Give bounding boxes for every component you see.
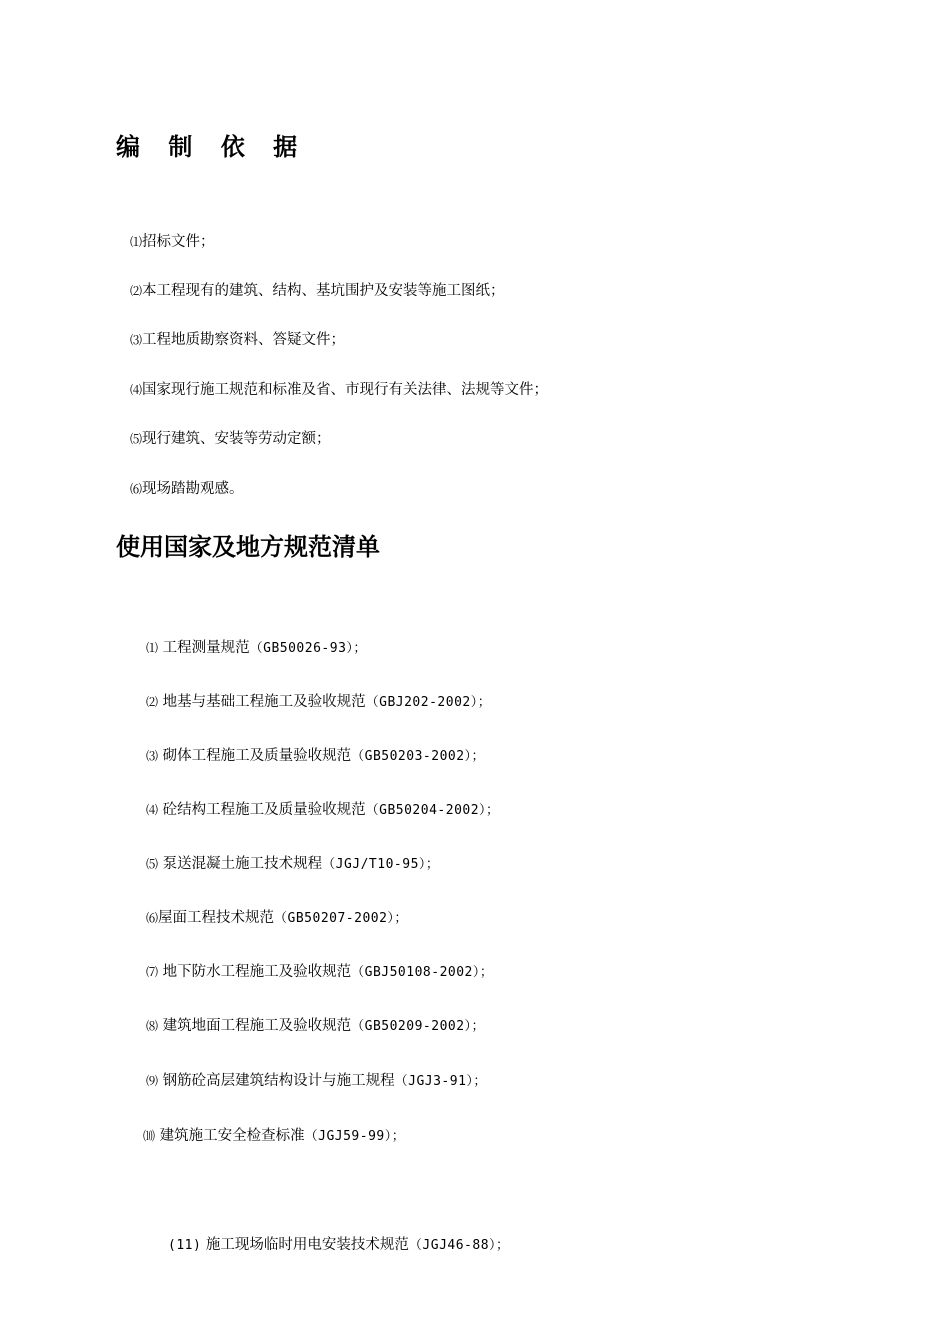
section-title-basis: 编 制 依 据	[116, 133, 308, 161]
item-code: （JGJ46-88）；	[408, 1238, 510, 1253]
item-text: 建筑地面工程施工及验收规范	[162, 1018, 352, 1034]
item-number: ⑹	[146, 911, 159, 925]
standard-item	[146, 854, 439, 875]
standard-item	[146, 908, 408, 929]
item-text: 施工现场临时用电安装技术规范	[205, 1237, 409, 1253]
item-text: 砼结构工程施工及质量验收规范	[162, 802, 366, 818]
item-text: 砌体工程施工及质量验收规范	[162, 748, 352, 764]
basis-item	[130, 479, 244, 499]
item-number: ⑶	[146, 749, 159, 763]
item-text: 地基与基础工程施工及验收规范	[162, 694, 366, 710]
item-code: （JGJ3-91）；	[394, 1074, 487, 1089]
standard-item	[168, 1235, 510, 1256]
standard-item	[143, 1126, 405, 1147]
item-code: （GB50203-2002）；	[351, 749, 486, 764]
item-number: ⑵	[146, 695, 159, 709]
item-text: 泵送混凝土施工技术规程	[162, 856, 323, 872]
basis-item	[130, 281, 505, 301]
item-text: 现行建筑、安装等劳动定额；	[142, 431, 331, 447]
item-code: （GB50209-2002）；	[351, 1019, 486, 1034]
item-number: ⑺	[146, 965, 159, 979]
standard-item	[146, 962, 493, 983]
item-text: 工程地质勘察资料、答疑文件；	[142, 332, 346, 348]
item-number: ⑸	[130, 432, 143, 446]
item-number: ⑴	[130, 235, 143, 249]
standard-item	[146, 746, 485, 767]
item-number: (11)	[168, 1238, 202, 1253]
item-text: 现场踏勘观感。	[142, 481, 244, 497]
item-text: 建筑施工安全检查标准	[159, 1128, 305, 1144]
item-number: ⑷	[130, 383, 143, 397]
item-text: 国家现行施工规范和标准及省、市现行有关法律、法规等文件；	[142, 382, 549, 398]
item-text: 地下防水工程施工及验收规范	[162, 964, 352, 980]
item-number: ⑹	[130, 482, 143, 496]
item-number: ⑷	[146, 803, 159, 817]
basis-item	[130, 429, 331, 449]
basis-item	[130, 330, 345, 350]
item-text: 钢筋砼高层建筑结构设计与施工规程	[162, 1073, 395, 1089]
item-number: ⑽	[143, 1129, 156, 1143]
item-code: （JGJ/T10-95）；	[322, 857, 440, 872]
item-code: （GBJ50108-2002）；	[351, 965, 494, 980]
item-text: 招标文件；	[142, 234, 215, 250]
item-number: ⑼	[146, 1074, 159, 1088]
section-title-standards: 使用国家及地方规范清单	[116, 533, 380, 561]
item-number: ⑴	[146, 641, 159, 655]
item-code: （GB50207-2002）；	[274, 911, 408, 926]
item-text: 屋面工程技术规范	[158, 910, 275, 926]
item-code: （GB50204-2002）；	[365, 803, 500, 818]
item-number: ⑻	[146, 1019, 159, 1033]
standard-item	[146, 1071, 487, 1092]
basis-item	[130, 232, 215, 252]
item-text: 工程测量规范	[162, 640, 250, 656]
item-number: ⑶	[130, 333, 143, 347]
item-code: （JGJ59-99）；	[304, 1129, 406, 1144]
item-number: ⑸	[146, 857, 159, 871]
item-code: （GBJ202-2002）；	[365, 695, 492, 710]
standard-item	[146, 1016, 485, 1037]
standard-item	[146, 692, 491, 713]
item-text: 本工程现有的建筑、结构、基坑围护及安装等施工图纸；	[142, 283, 505, 299]
item-number: ⑵	[130, 284, 143, 298]
basis-item	[130, 380, 548, 400]
standard-item	[146, 800, 500, 821]
item-code: （GB50026-93）；	[249, 641, 367, 656]
standard-item	[146, 638, 367, 659]
